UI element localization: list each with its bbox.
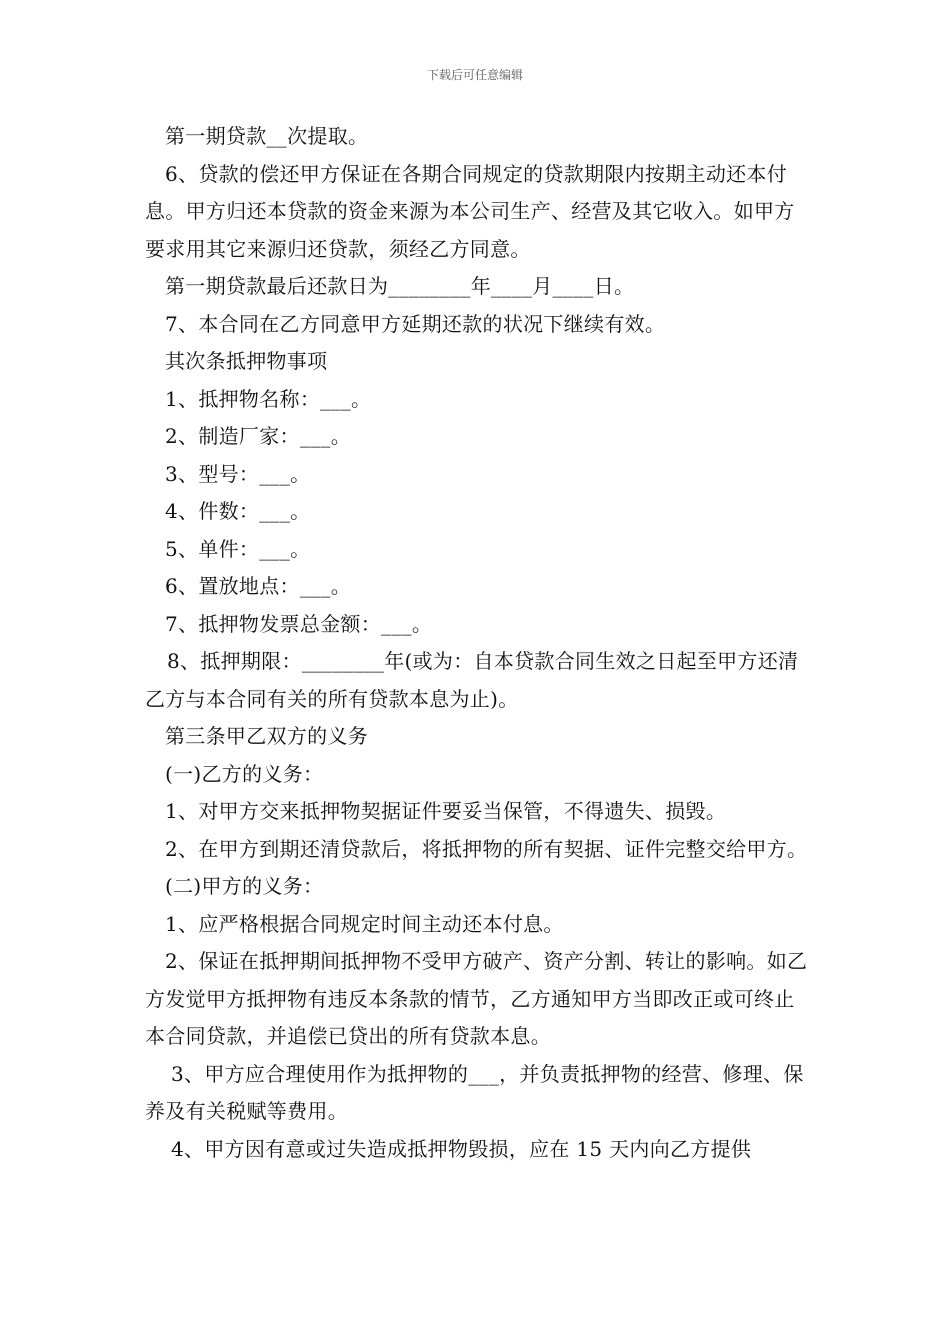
list-item: 2、保证在抵押期间抵押物不受甲方破产、资产分割、转让的影响。如乙方发觉甲方抵押物有违反本条款的情节，乙方通知甲方当即改正或可终止本合同贷款，并追偿已贷出的所有贷款本息。 (145, 949, 808, 1048)
list-item: 1、抵押物名称：___。 (165, 386, 372, 411)
list-item: 6、置放地点：___。 (165, 574, 352, 598)
list-item: 4、件数：___。 (165, 499, 311, 523)
list-item: 1、对甲方交来抵押物契据证件要妥当保管，不得遗失、损毁。 (165, 799, 727, 823)
paragraph: 6、贷款的偿还甲方保证在各期合同规定的贷款期限内按期主动还本付息。甲方归还本贷款的资金来源为本公司生产、经营及其它收入。如甲方要求用其它来源归还贷款，须经乙方同意。 (145, 161, 795, 261)
list-item: 5、单件：___。 (165, 536, 311, 561)
section-heading: 第三条甲乙双方的义务 (165, 724, 368, 748)
list-item: 3、甲方应合理使用作为抵押物的___，并负责抵押物的经营、修理、保养及有关税赋等费用。 (145, 1061, 804, 1123)
subsection-heading: (一)乙方的义务： (165, 761, 324, 786)
list-item: 8、抵押期限：________年(或为：自本贷款合同生效之日起至甲方还清乙方与本合同有关的所有贷款本息为止)。 (145, 649, 799, 711)
paragraph: 第一期贷款最后还款日为________年____月____日。 (165, 274, 635, 298)
paragraph: 第一期贷款__次提取。 (165, 124, 369, 148)
list-item: 7、抵押物发票总金额：___。 (165, 611, 433, 636)
subsection-heading: (二)甲方的义务： (165, 874, 324, 898)
page-header: 下载后可任意编辑 (426, 68, 523, 82)
paragraph: 7、本合同在乙方同意甲方延期还款的状况下继续有效。 (165, 311, 666, 336)
list-item: 2、制造厂家：___。 (165, 424, 352, 448)
document-body (145, 118, 810, 1168)
section-heading: 其次条抵押物事项 (165, 349, 328, 373)
list-item: 4、甲方因有意或过失造成抵押物毁损，应在 15 天内向乙方提供 (171, 1136, 752, 1161)
list-item: 2、在甲方到期还清贷款后，将抵押物的所有契据、证件完整交给甲方。 (165, 836, 808, 861)
list-item: 3、型号：___。 (165, 461, 311, 486)
list-item: 1、应严格根据合同规定时间主动还本付息。 (165, 911, 564, 936)
